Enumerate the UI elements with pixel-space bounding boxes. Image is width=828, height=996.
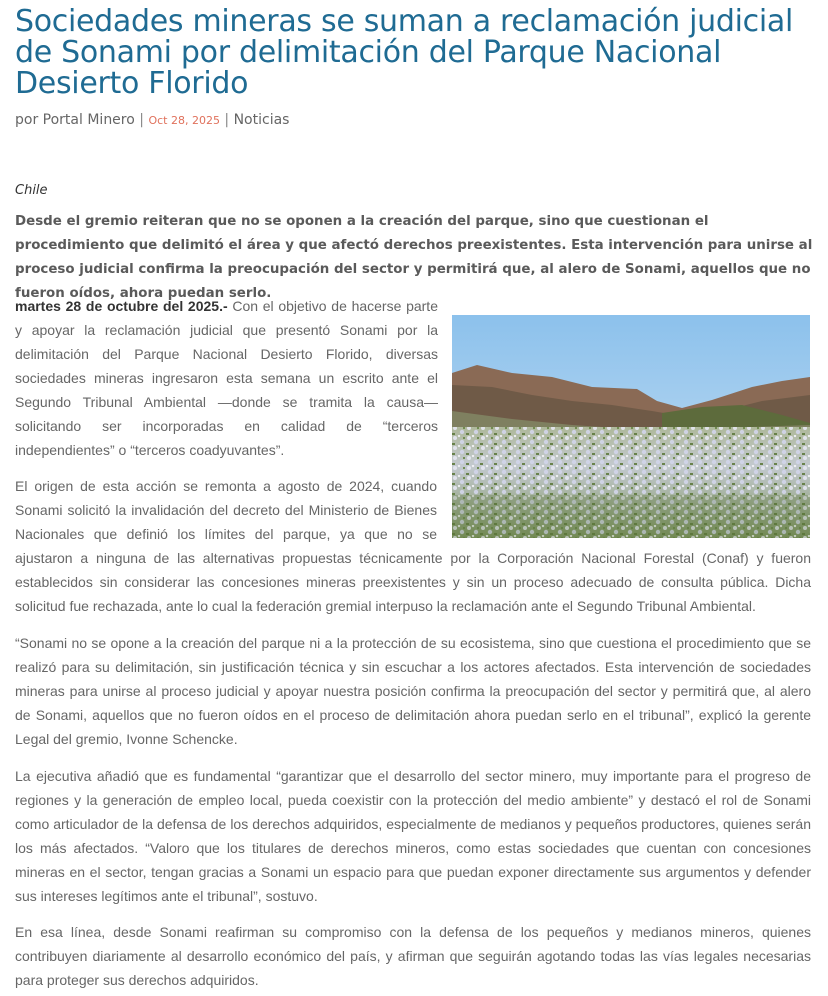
post-date: Oct 28, 2025	[148, 114, 220, 127]
dateline: martes 28 de octubre del 2025.-	[15, 298, 228, 314]
category-link[interactable]: Noticias	[233, 112, 290, 128]
paragraph-1	[15, 294, 438, 462]
float-spacer	[437, 474, 811, 540]
article-lead: Desde el gremio reiteran que no se oponen a la creación del parque, sino que cuestionan el procedimiento que delimitó el área y que afectó derechos preexistentes. Esta intervención para unirse al proceso judicial confirma la preocupación del sector y permitirá que, al alero de Sonami, aquellos que no fueron oídos, ahora puedan serlo.	[15, 214, 813, 301]
paragraph-4: La ejecutiva añadió que es fundamental “garantizar que el desarrollo del sector minero, muy importante para el progreso de regiones y la generación de empleo local, pueda coexistir con la protección del medio ambiente” y destacó el rol de Sonami como articulador de la defensa de los derechos adquiridos, especialmente de medianos y pequeños productores, quienes serán los más afectados. “Valoro que los titulares de derechos mineros, como estas sociedades que cuentan con concesiones mineras en el sector, tengan gracias a Sonami un espacio para que puedan exponer directamente sus argumentos y defender sus intereses legítimos ante el tribunal”, sostuvo.	[15, 768, 811, 904]
meta-separator: |	[224, 112, 230, 128]
paragraph-1-body: Con el objetivo de hacerse parte y apoyar la reclamación judicial que presentó Sonami por la delimitación del Parque Nacional Desierto Florido, diversas sociedades mineras ingresaron esta semana un escrito ante el Segundo Tribunal Ambiental —donde se tramita la causa— solicitando ser incorporadas en calidad de “terceros independientes” o “terceros coadyuvantes”.	[15, 298, 438, 458]
location-label: Chile	[15, 183, 48, 198]
post-meta	[15, 112, 289, 128]
author-link[interactable]: Portal Minero	[42, 112, 135, 128]
meta-separator: |	[139, 112, 144, 128]
article-title: Sociedades mineras se suman a reclamación judicial de Sonami por delimitación del Parque Nacional Desierto Florido	[15, 4, 793, 101]
paragraph-3: “Sonami no se opone a la creación del parque ni a la protección de su ecosistema, sino que cuestiona el procedimiento que se realizó para su delimitación, sin justificación técnica y sin escuchar a los actores afectados. Esta intervención de sociedades mineras para unirse al proceso judicial y apoyar nuestra posición confirma la preocupación del sector y permitirá que, al alero de Sonami, aquellos que no fueron oídos en el proceso de delimitación ahora puedan serlo en el tribunal”, explicó la gerente Legal del gremio, Ivonne Schencke.	[15, 635, 811, 747]
paragraph-5: En esa línea, desde Sonami reafirman su compromiso con la defensa de los pequeños y medianos mineros, quienes contribuyen diariamente al desarrollo económico del país, y afirman que seguirán agotando todas las vías legales necesarias para proteger sus derechos adquiridos.	[15, 924, 811, 988]
by-label: por	[15, 112, 39, 128]
paragraph-2: El origen de esta acción se remonta a agosto de 2024, cuando Sonami solicitó la invalidación del decreto del Ministerio de Bienes Nacionales que definió los límites del parque, ya que no se ajustaron a ninguna de las alternativas propuestas técnicamente por la Corporación Nacional Forestal (Conaf) y fueron establecidos sin considerar las concesiones mineras preexistentes y sin un proceso adecuado de consulta pública. Dicha solicitud fue rechazada, ante lo cual la federación gremial interpuso la reclamación ante el Segundo Tribunal Ambiental.	[15, 474, 811, 618]
